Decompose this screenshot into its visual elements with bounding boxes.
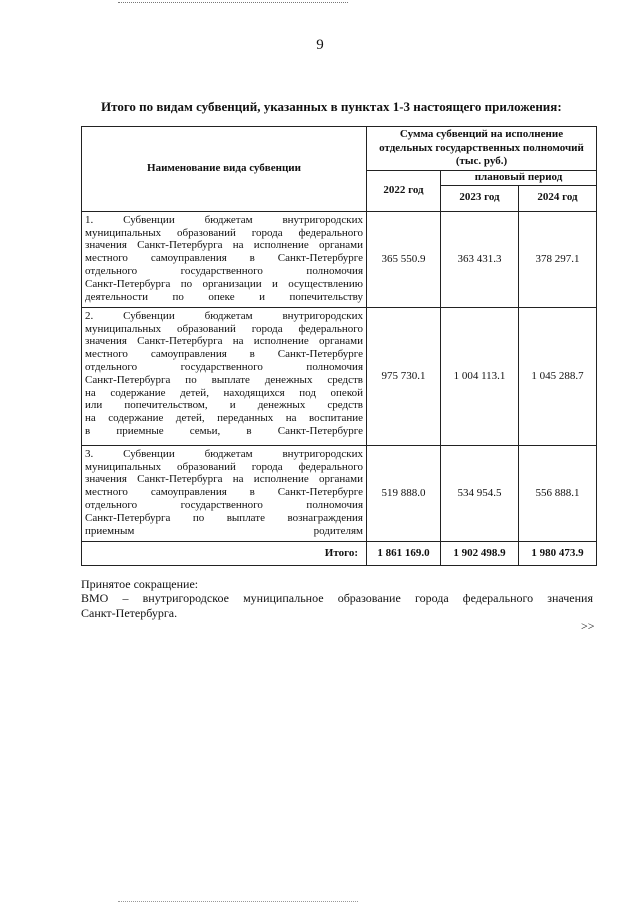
bottom-dotted-line — [118, 901, 358, 902]
row-value-2024: 556 888.1 — [519, 445, 597, 541]
header-year-2024: 2024 год — [519, 185, 597, 211]
row-value-2022: 365 550.9 — [367, 211, 441, 307]
header-subvention-name: Наименование вида субвенции — [82, 127, 367, 212]
row-value-2023: 534 954.5 — [441, 445, 519, 541]
total-label: Итого: — [82, 541, 367, 565]
total-row — [82, 541, 597, 565]
abbreviation-title: Принятое сокращение: — [81, 577, 199, 591]
row-description: 1. Субвенции бюджетам внутригородских муниципальных образований города федерального значения Санкт-Петербурга на исполнение органами местного самоуправления в Санкт-Петербурге отдельного государственного полномочия Санкт-Петербурга по организации и осуществлению деятельности по опеке и попечительству — [82, 211, 367, 307]
header-year-2022: 2022 год — [367, 171, 441, 212]
row-value-2023: 363 431.3 — [441, 211, 519, 307]
abbreviation-text-cont: Санкт-Петербурга. — [81, 606, 178, 620]
total-2023: 1 902 498.9 — [441, 541, 519, 565]
header-sum: Сумма субвенций на исполнение отдельных государственных полномочий (тыс. руб.) — [367, 127, 597, 171]
subventions-table — [81, 126, 597, 566]
row-value-2022: 975 730.1 — [367, 307, 441, 445]
section-heading: Итого по видам субвенций, указанных в пунктах 1-3 настоящего приложения: — [101, 99, 562, 114]
abbreviation-text: ВМО – внутригородское муниципальное образование города федерального значения — [81, 591, 593, 605]
header-planned-period: плановый период — [441, 171, 597, 186]
page-number: 9 — [316, 37, 324, 53]
total-2022: 1 861 169.0 — [367, 541, 441, 565]
row-value-2023: 1 004 113.1 — [441, 307, 519, 445]
table-row — [82, 211, 597, 307]
table-row — [82, 445, 597, 541]
header-year-2023: 2023 год — [441, 185, 519, 211]
table-row — [82, 307, 597, 445]
row-value-2024: 1 045 288.7 — [519, 307, 597, 445]
row-value-2024: 378 297.1 — [519, 211, 597, 307]
row-description: 3. Субвенции бюджетам внутригородских муниципальных образований города федерального значения Санкт-Петербурга на исполнение органами местного самоуправления в Санкт-Петербурге отдельного государственного полномочия Санкт-Петербурга по выплате вознаграждения приемным родителям — [82, 445, 367, 541]
continuation-mark: >> — [581, 619, 595, 633]
row-description: 2. Субвенции бюджетам внутригородских муниципальных образований города федерального значения Санкт-Петербурга на исполнение органами местного самоуправления в Санкт-Петербурге отдельного государственного полномочия Санкт-Петербурга по выплате денежных средств на содержание детей, находящихся под опекой или попечительством, и денежных средств на содержание детей, переданных на воспитание в приемные семьи, в Санкт-Петербурге — [82, 307, 367, 445]
row-value-2022: 519 888.0 — [367, 445, 441, 541]
total-2024: 1 980 473.9 — [519, 541, 597, 565]
top-dotted-line — [118, 2, 348, 3]
